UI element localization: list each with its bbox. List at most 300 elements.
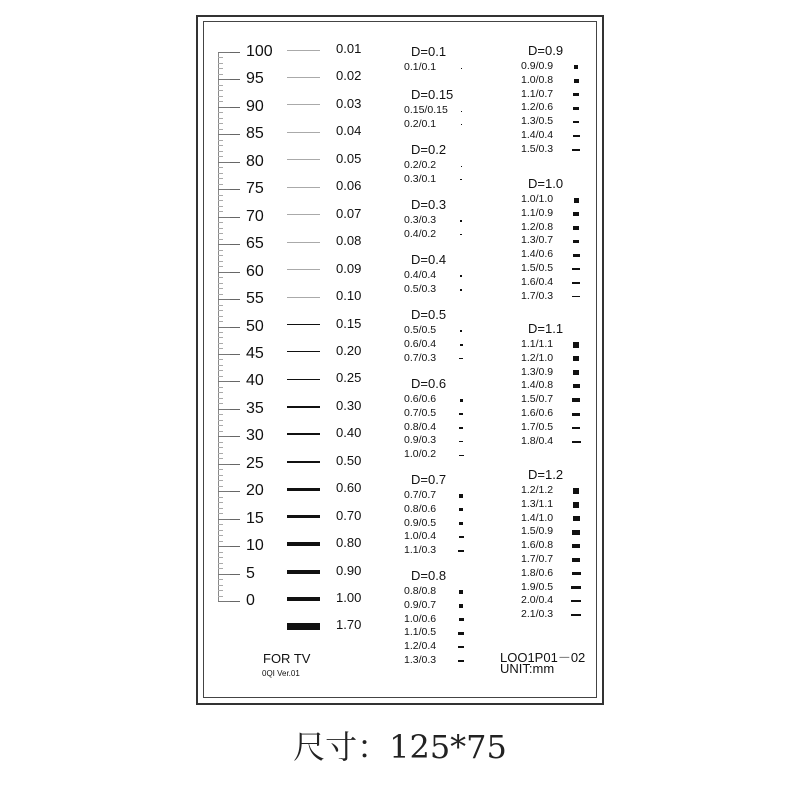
ruler-minor-tick — [218, 206, 223, 207]
group-item-label: 1.5/0.3 — [521, 142, 554, 155]
ruler-label-dash — [230, 52, 240, 53]
ruler-minor-tick — [218, 145, 223, 146]
group-item-label: 1.3/0.9 — [521, 365, 554, 378]
group-item-label: 1.8/0.6 — [521, 566, 554, 579]
group-item-label: 1.6/0.4 — [521, 275, 554, 288]
ruler-minor-tick — [218, 316, 223, 317]
ruler-label-dash — [230, 134, 240, 135]
dot-sample — [573, 93, 579, 97]
ruler-major-tick — [218, 546, 230, 547]
group-item-label: 1.4/0.8 — [521, 379, 554, 392]
dot-sample — [574, 65, 579, 70]
line-width-sample — [287, 351, 320, 352]
ruler-label-dash — [230, 574, 240, 575]
ruler-major-tick — [218, 464, 230, 465]
group-title: D=0.15 — [411, 87, 454, 102]
group-item-label: 1.7/0.7 — [521, 553, 554, 565]
dot-sample — [461, 68, 462, 69]
ruler-minor-tick — [218, 156, 223, 157]
ruler-label-dash — [230, 107, 240, 108]
dot-sample — [461, 111, 462, 112]
for-tv-label: FOR TV — [263, 651, 311, 666]
line-width-sample — [287, 597, 320, 602]
line-width-label: 0.01 — [336, 41, 362, 56]
ruler-label: 95 — [246, 70, 264, 88]
ruler-minor-tick — [218, 222, 223, 223]
ruler-major-tick — [218, 189, 230, 190]
dot-sample — [574, 79, 579, 83]
line-width-label: 0.25 — [336, 370, 362, 386]
ruler-minor-tick — [218, 425, 223, 426]
group-item-label: 1.0/1.0 — [521, 193, 554, 205]
line-width-sample — [287, 515, 320, 518]
line-width-label: 0.60 — [336, 480, 362, 496]
ruler-minor-tick — [218, 486, 223, 487]
ruler-label-dash — [230, 519, 240, 520]
ruler-label-dash — [230, 601, 240, 602]
ruler-label-dash — [230, 436, 240, 437]
dot-sample — [573, 240, 580, 244]
ruler-minor-tick — [218, 442, 223, 443]
group-item-label: 1.6/0.6 — [521, 407, 554, 419]
dot-sample — [572, 282, 580, 284]
ruler-major-tick — [218, 327, 230, 328]
dot-sample — [573, 370, 580, 375]
dot-sample — [572, 427, 581, 430]
size-caption: 尺寸：125*75 — [293, 728, 507, 766]
group-item-label: 1.4/1.0 — [521, 511, 554, 524]
line-width-label: 1.00 — [336, 590, 362, 605]
ruler-minor-tick — [218, 557, 223, 558]
ruler-minor-tick — [218, 283, 223, 284]
ruler-major-tick — [218, 217, 230, 218]
group-item-label: 1.2/1.0 — [521, 351, 554, 364]
ruler-minor-tick — [218, 475, 223, 476]
line-width-sample — [287, 214, 320, 215]
dot-sample — [459, 604, 464, 608]
ruler-minor-tick — [218, 431, 223, 432]
ruler-label-dash — [230, 244, 240, 245]
ruler-major-tick — [218, 299, 230, 300]
ruler-minor-tick — [218, 469, 223, 470]
ruler-minor-tick — [218, 321, 223, 322]
group-title: D=0.3 — [411, 197, 447, 212]
ruler-minor-tick — [218, 453, 223, 454]
line-width-sample — [287, 488, 320, 491]
line-width-label: 0.20 — [336, 342, 362, 358]
ruler-label: 0 — [246, 592, 255, 609]
ruler-minor-tick — [218, 305, 223, 306]
ruler-minor-tick — [218, 85, 223, 86]
group-item-label: 0.8/0.6 — [404, 502, 437, 515]
line-width-sample — [287, 324, 320, 325]
dot-sample — [571, 600, 581, 602]
ruler-label-dash — [230, 354, 240, 355]
ruler-minor-tick — [218, 579, 223, 580]
dot-sample — [573, 384, 580, 388]
dot-sample — [572, 558, 581, 562]
dot-sample — [459, 441, 464, 443]
ruler-minor-tick — [218, 585, 223, 586]
ruler-minor-tick — [218, 376, 223, 377]
line-width-label: 0.15 — [336, 315, 362, 331]
group-item-label: 1.1/0.7 — [521, 87, 554, 100]
group-item-label: 0.9/0.9 — [521, 60, 554, 72]
dot-sample — [460, 179, 462, 180]
group-item-label: 1.9/0.5 — [521, 580, 554, 593]
dot-sample — [460, 399, 463, 402]
ruler-minor-tick — [218, 596, 223, 597]
ruler-minor-tick — [218, 266, 223, 267]
group-title: D=0.7 — [411, 472, 447, 487]
dot-sample — [459, 590, 463, 594]
dot-sample — [573, 212, 579, 217]
group-item-label: 2.0/0.4 — [521, 594, 554, 607]
group-item-label: 0.7/0.7 — [404, 489, 437, 501]
group-item-label: 0.3/0.3 — [404, 214, 437, 226]
ruler-minor-tick — [218, 458, 223, 459]
line-width-sample — [287, 623, 320, 631]
ruler-major-tick — [218, 491, 230, 492]
group-item-label: 1.8/0.4 — [521, 434, 554, 447]
dot-sample — [459, 618, 464, 621]
ruler-major-tick — [218, 244, 230, 245]
group-item-label: 0.5/0.5 — [404, 324, 437, 336]
dot-sample — [573, 502, 580, 508]
ruler-minor-tick — [218, 552, 223, 553]
ruler-minor-tick — [218, 90, 223, 91]
ruler-minor-tick — [218, 502, 223, 503]
group-title: D=0.6 — [411, 376, 447, 391]
group-item-label: 1.2/1.2 — [521, 484, 554, 496]
dot-sample — [573, 516, 580, 521]
group-item-label: 0.9/0.3 — [404, 434, 437, 447]
ruler-major-tick — [218, 574, 230, 575]
ruler-label-dash — [230, 409, 240, 410]
line-width-label: 1.70 — [336, 617, 362, 633]
ruler-label: 85 — [246, 125, 264, 143]
group-item-label: 0.8/0.4 — [404, 420, 437, 433]
group-item-label: 0.6/0.6 — [404, 393, 437, 405]
line-width-label: 0.05 — [336, 150, 362, 166]
ruler-label: 15 — [246, 509, 264, 527]
ruler-major-tick — [218, 107, 230, 108]
ruler-minor-tick — [218, 288, 223, 289]
dot-sample — [459, 494, 463, 498]
version-label: 0QI Ver.01 — [262, 669, 300, 678]
group-item-label: 1.7/0.5 — [521, 420, 554, 433]
group-item-label: 1.3/0.3 — [404, 654, 437, 666]
dot-sample — [459, 427, 463, 429]
line-width-sample — [287, 242, 320, 243]
dot-sample — [572, 296, 581, 298]
line-width-label: 0.90 — [336, 562, 362, 578]
ruler-minor-tick — [218, 167, 223, 168]
group-item-label: 0.8/0.8 — [404, 585, 437, 597]
dot-sample — [459, 508, 463, 511]
ruler-minor-tick — [218, 57, 223, 58]
line-width-label: 0.06 — [336, 178, 362, 194]
ruler-minor-tick — [218, 447, 223, 448]
ruler-minor-tick — [218, 387, 223, 388]
line-width-sample — [287, 379, 320, 380]
group-item-label: 1.6/0.8 — [521, 539, 554, 552]
ruler-major-tick — [218, 79, 230, 80]
ruler-label: 30 — [246, 427, 264, 445]
ruler-major-tick — [218, 381, 230, 382]
dot-sample — [458, 646, 464, 648]
group-title: D=0.2 — [411, 142, 447, 157]
ruler-minor-tick — [218, 112, 223, 113]
ruler-minor-tick — [218, 370, 223, 371]
ruler-minor-tick — [218, 195, 223, 196]
line-width-label: 0.09 — [336, 260, 362, 276]
dot-sample — [572, 544, 580, 548]
ruler-minor-tick — [218, 63, 223, 64]
dot-sample — [458, 660, 465, 662]
ruler-minor-tick — [218, 294, 223, 295]
ruler-minor-tick — [218, 337, 223, 338]
ruler-label: 20 — [246, 482, 264, 500]
line-width-label: 0.40 — [336, 425, 362, 441]
group-item-label: 1.1/1.1 — [521, 338, 554, 350]
dot-sample — [573, 107, 579, 110]
ruler-label-dash — [230, 272, 240, 273]
ruler-major-tick — [218, 134, 230, 135]
group-item-label: 1.2/0.4 — [404, 640, 437, 653]
dot-sample — [572, 149, 580, 151]
dot-sample — [573, 254, 580, 257]
ruler-label-dash — [230, 79, 240, 80]
dot-sample — [573, 342, 579, 348]
dot-sample — [461, 166, 462, 167]
ruler-minor-tick — [218, 568, 223, 569]
group-item-label: 2.1/0.3 — [521, 608, 554, 621]
group-item-label: 1.3/0.5 — [521, 115, 554, 128]
ruler-minor-tick — [218, 233, 223, 234]
ruler-label: 65 — [246, 235, 264, 253]
ruler-minor-tick — [218, 332, 223, 333]
ruler-minor-tick — [218, 480, 223, 481]
dot-sample — [459, 455, 464, 456]
ruler-major-tick — [218, 409, 230, 410]
ruler-label: 70 — [246, 207, 264, 225]
ruler-minor-tick — [218, 118, 223, 119]
ruler-label: 25 — [246, 454, 264, 472]
dot-sample — [573, 135, 580, 137]
dot-sample — [460, 344, 463, 346]
ruler-minor-tick — [218, 398, 223, 399]
dot-sample — [460, 275, 462, 277]
ruler-minor-tick — [218, 359, 223, 360]
ruler-label: 90 — [246, 97, 264, 115]
group-item-label: 1.3/0.7 — [521, 234, 554, 247]
ruler-minor-tick — [218, 420, 223, 421]
ruler-major-tick — [218, 272, 230, 273]
dot-sample — [458, 632, 464, 635]
group-item-label: 0.7/0.3 — [404, 351, 437, 364]
ruler-minor-tick — [218, 173, 223, 174]
ruler-minor-tick — [218, 184, 223, 185]
dot-sample — [572, 530, 580, 535]
group-item-label: 1.2/0.8 — [521, 220, 554, 233]
ruler-label-dash — [230, 162, 240, 163]
ruler-label-dash — [230, 381, 240, 382]
ruler-minor-tick — [218, 590, 223, 591]
group-item-label: 0.15/0.15 — [404, 104, 448, 116]
group-item-label: 1.4/0.6 — [521, 248, 554, 261]
ruler-minor-tick — [218, 255, 223, 256]
line-width-sample — [287, 77, 320, 78]
ruler-minor-tick — [218, 211, 223, 212]
ruler-minor-tick — [218, 310, 223, 311]
group-item-label: 0.9/0.7 — [404, 598, 437, 611]
ruler-major-tick — [218, 354, 230, 355]
ruler-minor-tick — [218, 74, 223, 75]
dot-sample — [459, 522, 464, 525]
group-item-label: 1.3/1.1 — [521, 497, 554, 510]
dot-sample — [459, 536, 464, 538]
line-width-label: 0.80 — [336, 535, 362, 551]
dot-sample — [573, 121, 580, 124]
line-width-sample — [287, 269, 320, 270]
dot-sample — [573, 356, 579, 361]
line-width-sample — [287, 132, 320, 133]
line-width-label: 0.10 — [336, 288, 362, 304]
ruler-minor-tick — [218, 228, 223, 229]
dot-sample — [571, 614, 582, 616]
group-item-label: 0.2/0.1 — [404, 117, 437, 130]
group-item-label: 1.0/0.4 — [404, 530, 437, 543]
ruler-minor-tick — [218, 129, 223, 130]
ruler-label-dash — [230, 464, 240, 465]
group-item-label: 0.6/0.4 — [404, 337, 437, 350]
group-item-label: 1.4/0.4 — [521, 129, 554, 141]
ruler-minor-tick — [218, 239, 223, 240]
ruler-minor-tick — [218, 497, 223, 498]
line-width-label: 0.70 — [336, 507, 362, 523]
dot-sample — [572, 441, 581, 443]
ruler-label: 5 — [246, 564, 255, 582]
line-width-label: 0.03 — [336, 95, 362, 111]
line-width-sample — [287, 406, 320, 407]
group-item-label: 0.4/0.2 — [404, 227, 437, 240]
ruler-label-dash — [230, 189, 240, 190]
group-item-label: 1.5/0.7 — [521, 393, 554, 406]
dot-sample — [460, 330, 463, 333]
ruler-label: 60 — [246, 262, 264, 280]
dot-sample — [572, 268, 580, 271]
line-width-sample — [287, 570, 320, 574]
ruler-label-dash — [230, 327, 240, 328]
group-item-label: 1.5/0.5 — [521, 262, 554, 274]
product-code: LOO1P01－02 — [500, 650, 586, 665]
line-width-label: 0.08 — [336, 233, 362, 249]
dot-sample — [460, 234, 462, 235]
ruler-major-tick — [218, 601, 230, 602]
group-item-label: 1.1/0.3 — [404, 544, 437, 557]
unit-label: UNIT:mm — [500, 661, 555, 676]
ruler-minor-tick — [218, 96, 223, 97]
ruler-label-dash — [230, 299, 240, 300]
ruler-minor-tick — [218, 343, 223, 344]
dot-sample — [574, 198, 579, 203]
dot-sample — [461, 124, 462, 125]
dot-sample — [573, 226, 579, 230]
ruler-minor-tick — [218, 348, 223, 349]
dot-sample — [458, 550, 464, 552]
line-width-sample — [287, 297, 320, 298]
ruler-minor-tick — [218, 563, 223, 564]
ruler-minor-tick — [218, 530, 223, 531]
group-title: D=0.9 — [528, 43, 564, 58]
ruler-minor-tick — [218, 535, 223, 536]
dot-sample — [571, 586, 581, 589]
ruler-minor-tick — [218, 277, 223, 278]
ruler-minor-tick — [218, 200, 223, 201]
dot-sample — [459, 413, 463, 416]
ruler-major-tick — [218, 519, 230, 520]
ruler-label-dash — [230, 491, 240, 492]
dot-sample — [460, 220, 462, 222]
group-item-label: 1.0/0.8 — [521, 73, 554, 86]
line-width-label: 0.02 — [336, 68, 362, 84]
ruler-minor-tick — [218, 140, 223, 141]
line-width-label: 0.50 — [336, 452, 362, 468]
group-title: D=1.0 — [528, 176, 564, 191]
ruler-major-tick — [218, 52, 230, 53]
ruler-minor-tick — [218, 513, 223, 514]
ruler-minor-tick — [218, 123, 223, 124]
ruler-minor-tick — [218, 403, 223, 404]
ruler-label: 80 — [246, 152, 264, 170]
group-item-label: 0.9/0.5 — [404, 516, 437, 529]
dot-sample — [572, 572, 581, 575]
group-item-label: 1.7/0.3 — [521, 289, 554, 302]
group-item-label: 1.0/0.2 — [404, 448, 437, 461]
line-width-sample — [287, 461, 320, 463]
ruler-label-dash — [230, 217, 240, 218]
group-title: D=0.5 — [411, 307, 447, 322]
ruler-minor-tick — [218, 508, 223, 509]
group-title: D=0.8 — [411, 568, 447, 583]
ruler-major-tick — [218, 162, 230, 163]
group-item-label: 0.2/0.2 — [404, 159, 437, 171]
group-title: D=1.1 — [528, 321, 564, 336]
ruler-minor-tick — [218, 178, 223, 179]
line-width-sample — [287, 433, 320, 435]
ruler-minor-tick — [218, 68, 223, 69]
ruler-label: 50 — [246, 317, 264, 335]
group-item-label: 1.1/0.5 — [404, 626, 437, 639]
ruler-label: 35 — [246, 399, 264, 417]
ruler-minor-tick — [218, 414, 223, 415]
group-title: D=1.2 — [528, 467, 564, 482]
ruler-minor-tick — [218, 101, 223, 102]
group-item-label: 1.2/0.6 — [521, 101, 554, 114]
group-item-label: 1.5/0.9 — [521, 525, 554, 538]
dot-sample — [459, 358, 463, 360]
line-width-label: 0.04 — [336, 123, 362, 139]
dot-sample — [460, 289, 463, 291]
ruler-label: 10 — [246, 537, 264, 555]
ruler-label: 55 — [246, 290, 264, 308]
ruler-label: 40 — [246, 372, 264, 390]
dot-sample — [573, 488, 579, 494]
ruler-minor-tick — [218, 524, 223, 525]
line-width-label: 0.30 — [336, 397, 362, 413]
group-item-label: 0.7/0.5 — [404, 406, 437, 419]
